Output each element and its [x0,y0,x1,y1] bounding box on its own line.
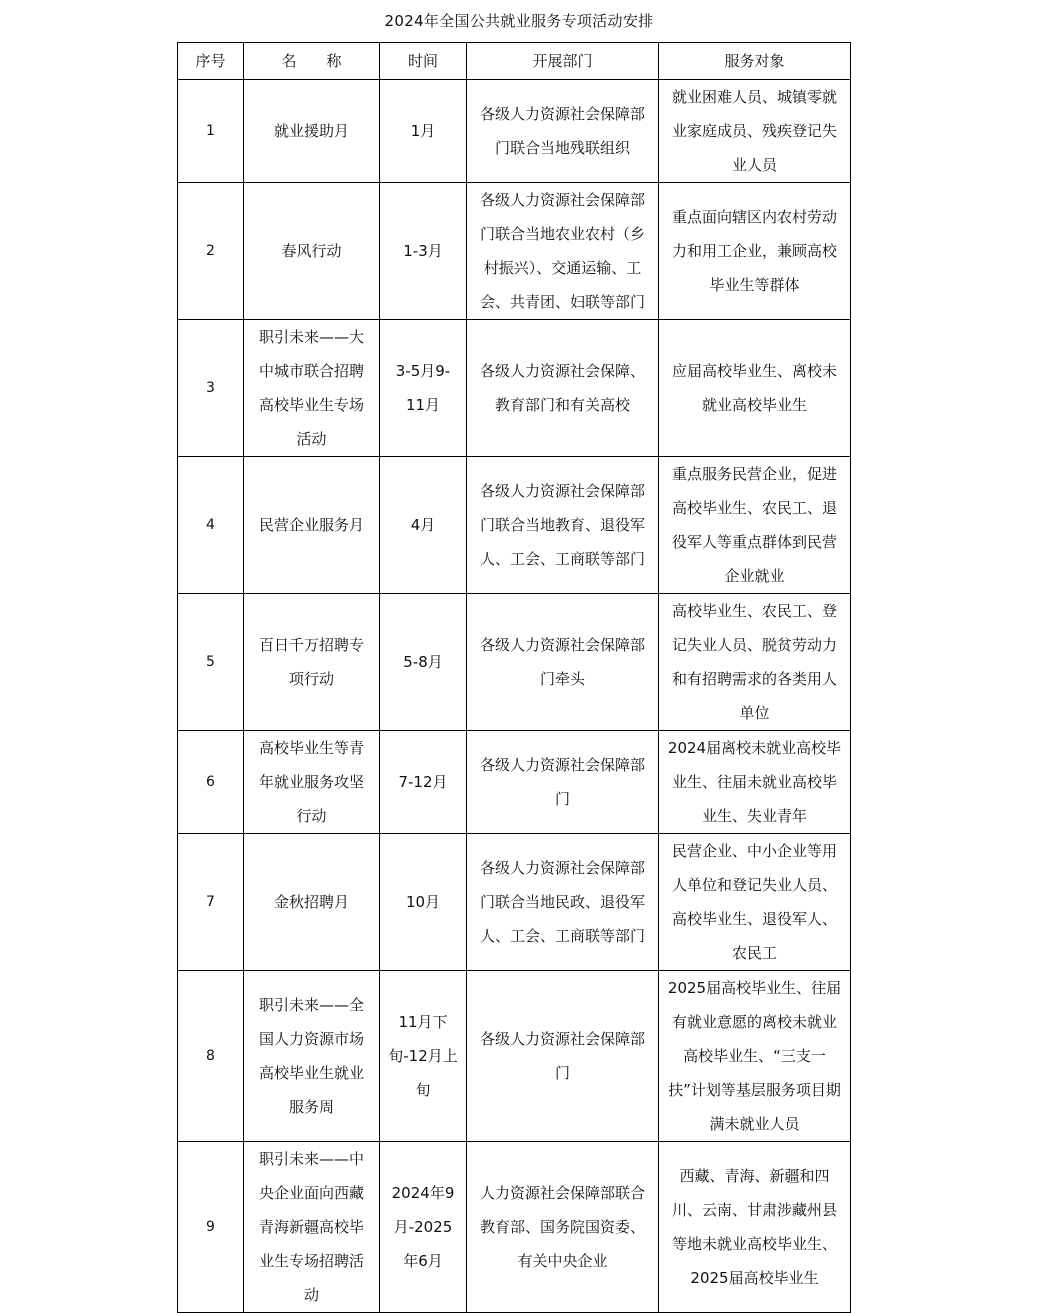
table-row [178,971,851,1142]
row-time: 4月 [380,457,467,594]
table-header-row [178,43,851,80]
table-row [178,594,851,731]
row-name: 百日千万招聘专项行动 [244,594,380,731]
header-time: 时间 [380,43,467,80]
row-no: 1 [178,80,244,183]
header-name: 名 称 [244,43,380,80]
row-org: 各级人力资源社会保障部门 [467,731,659,834]
row-time: 5-8月 [380,594,467,731]
row-time: 2024年9月-2025年6月 [380,1142,467,1313]
row-name: 职引未来——大中城市联合招聘高校毕业生专场活动 [244,320,380,457]
row-name: 就业援助月 [244,80,380,183]
page-title: 2024年全国公共就业服务专项活动安排 [384,12,654,30]
row-no: 7 [178,834,244,971]
row-org: 各级人力资源社会保障部门联合当地教育、退役军人、工会、工商联等部门 [467,457,659,594]
row-no: 4 [178,457,244,594]
table-row [178,834,851,971]
row-target: 2024届离校未就业高校毕业生、往届未就业高校毕业生、失业青年 [659,731,851,834]
row-name: 职引未来——全国人力资源市场高校毕业生就业服务周 [244,971,380,1142]
row-target: 西藏、青海、新疆和四川、云南、甘肃涉藏州县等地未就业高校毕业生、2025届高校毕业生 [659,1142,851,1313]
table-row [178,320,851,457]
row-target: 重点服务民营企业，促进高校毕业生、农民工、退役军人等重点群体到民营企业就业 [659,457,851,594]
row-no: 9 [178,1142,244,1313]
row-time: 1月 [380,80,467,183]
row-time: 3-5月9-11月 [380,320,467,457]
row-name: 金秋招聘月 [244,834,380,971]
row-org: 各级人力资源社会保障部门联合当地农业农村（乡村振兴）、交通运输、工会、共青团、妇联等部门 [467,183,659,320]
row-time: 10月 [380,834,467,971]
row-target: 民营企业、中小企业等用人单位和登记失业人员、高校毕业生、退役军人、农民工 [659,834,851,971]
row-no: 2 [178,183,244,320]
header-no: 序号 [178,43,244,80]
row-target: 就业困难人员、城镇零就业家庭成员、残疾登记失业人员 [659,80,851,183]
row-time: 1-3月 [380,183,467,320]
row-target: 重点面向辖区内农村劳动力和用工企业，兼顾高校毕业生等群体 [659,183,851,320]
row-org: 各级人力资源社会保障部门联合当地残联组织 [467,80,659,183]
row-org: 人力资源社会保障部联合教育部、国务院国资委、有关中央企业 [467,1142,659,1313]
table-row [178,731,851,834]
row-name: 职引未来——中央企业面向西藏青海新疆高校毕业生专场招聘活动 [244,1142,380,1313]
table-row [178,457,851,594]
table-row [178,1142,851,1313]
row-no: 8 [178,971,244,1142]
header-org: 开展部门 [467,43,659,80]
row-time: 11月下旬-12月上旬 [380,971,467,1142]
row-org: 各级人力资源社会保障、教育部门和有关高校 [467,320,659,457]
row-target: 应届高校毕业生、离校未就业高校毕业生 [659,320,851,457]
row-target: 2025届高校毕业生、往届有就业意愿的离校未就业高校毕业生、“三支一扶”计划等基层服务项目期满未就业人员 [659,971,851,1142]
row-no: 5 [178,594,244,731]
row-name: 春风行动 [244,183,380,320]
activity-schedule-table [177,42,851,1313]
table-row [178,183,851,320]
row-name: 民营企业服务月 [244,457,380,594]
row-target: 高校毕业生、农民工、登记失业人员、脱贫劳动力和有招聘需求的各类用人单位 [659,594,851,731]
row-org: 各级人力资源社会保障部门 [467,971,659,1142]
row-time: 7-12月 [380,731,467,834]
row-org: 各级人力资源社会保障部门联合当地民政、退役军人、工会、工商联等部门 [467,834,659,971]
row-no: 6 [178,731,244,834]
row-org: 各级人力资源社会保障部门牵头 [467,594,659,731]
row-no: 3 [178,320,244,457]
row-name: 高校毕业生等青年就业服务攻坚行动 [244,731,380,834]
header-target: 服务对象 [659,43,851,80]
table-row [178,80,851,183]
